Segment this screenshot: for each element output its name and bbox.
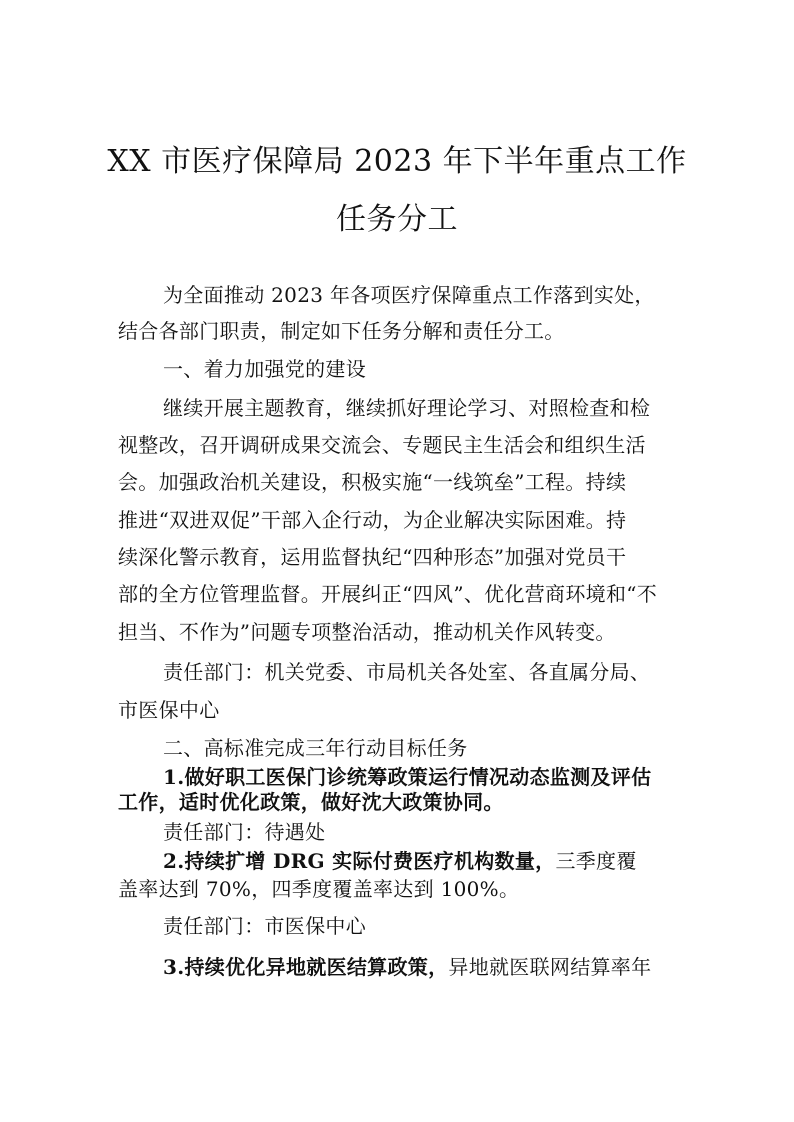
section1-paragraph-line-2: 视整改，召开调研成果交流会、专题民主生活会和组织生活	[118, 433, 646, 457]
section1-paragraph-line-7: 担当、不作为”问题专项整治活动，推动机关作风转变。	[118, 620, 616, 644]
section1-paragraph-line-5: 续深化警示教育，运用监督执纪“四种形态”加强对党员干	[118, 545, 627, 569]
task-item-1-line-1: 1.做好职工医保门诊统筹政策运行情况动态监测及评估	[163, 765, 652, 789]
task-item-2-responsibility: 责任部门：市医保中心	[163, 914, 366, 938]
section-heading-2: 二、高标准完成三年行动目标任务	[163, 736, 468, 760]
document-title-line-1: XX 市医疗保障局 2023 年下半年重点工作	[107, 144, 687, 179]
section1-responsibility-line-1: 责任部门：机关党委、市局机关各处室、各直属分局、	[163, 660, 651, 684]
task-item-3-text: 异地就医联网结算率年	[448, 955, 652, 979]
task-item-3-line-1	[163, 951, 651, 980]
section1-responsibility-line-2: 市医保中心	[118, 698, 220, 722]
section1-paragraph-line-1: 继续开展主题教育，继续抓好理论学习、对照检查和检	[163, 396, 651, 420]
section1-paragraph-line-3: 会。加强政治机关建设，积极实施“一线筑垒”工程。持续	[118, 470, 627, 494]
intro-paragraph-line-1: 为全面推动 2023 年各项医疗保障重点工作落到实处，	[163, 283, 655, 307]
task-item-2-text: 三季度覆	[555, 849, 637, 873]
task-item-2-line-2: 盖率达到 70%，四季度覆盖率达到 100%。	[118, 877, 520, 901]
task-item-2-line-1	[163, 845, 637, 874]
document-title-line-2: 任务分工	[336, 202, 458, 237]
intro-paragraph-line-2: 结合各部门职责，制定如下任务分解和责任分工。	[118, 319, 565, 343]
task-item-2-title: 2.持续扩增 DRG 实际付费医疗机构数量，	[163, 849, 556, 873]
task-item-3-title: 3.持续优化异地就医结算政策，	[163, 955, 449, 979]
section1-paragraph-line-6: 部的全方位管理监督。开展纠正“四风”、优化营商环境和“不	[118, 582, 658, 606]
task-item-1-line-2: 工作，适时优化政策，做好沈大政策协同。	[118, 790, 504, 814]
section1-paragraph-line-4: 推进“双进双促”干部入企行动，为企业解决实际困难。持	[118, 508, 627, 532]
task-item-1-responsibility: 责任部门：待遇处	[163, 820, 326, 844]
section-heading-1: 一、着力加强党的建设	[163, 357, 366, 381]
